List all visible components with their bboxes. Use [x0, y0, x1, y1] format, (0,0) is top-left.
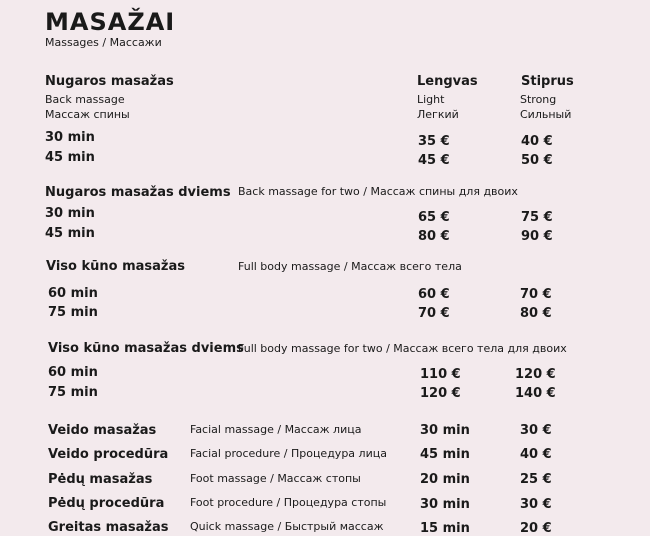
service-duration: 30 min — [420, 497, 470, 512]
duration: 30 min — [45, 130, 95, 145]
service-duration: 15 min — [420, 521, 470, 536]
column-light-en: Light — [417, 93, 445, 106]
service-price: 25 € — [520, 472, 552, 487]
service-desc: Facial procedure / Процедура лица — [190, 447, 387, 460]
price-light: 80 € — [418, 229, 450, 244]
service-name: Greitas masažas — [48, 520, 169, 535]
price-strong: 50 € — [521, 153, 553, 168]
service-name: Pėdų procedūra — [48, 496, 165, 511]
price-strong: 40 € — [521, 134, 553, 149]
duration: 45 min — [45, 226, 95, 241]
price-strong: 120 € — [515, 367, 556, 382]
column-light-ru: Легкий — [417, 108, 459, 121]
duration: 45 min — [45, 150, 95, 165]
page-title: MASAŽAI — [45, 8, 176, 36]
service-desc: Foot massage / Массаж стопы — [190, 472, 361, 485]
service-duration: 20 min — [420, 472, 470, 487]
duration: 60 min — [48, 286, 98, 301]
service-name: Pėdų masažas — [48, 472, 153, 487]
price-strong: 140 € — [515, 386, 556, 401]
price-light: 120 € — [420, 386, 461, 401]
duration: 75 min — [48, 305, 98, 320]
service-price: 30 € — [520, 497, 552, 512]
back-massage-two-title: Nugaros masažas dviems — [45, 185, 231, 200]
full-body-two-desc: Full body massage for two / Массаж всего тела для двоих — [238, 342, 567, 355]
back-massage-two-desc: Back massage for two / Массаж спины для двоих — [238, 185, 518, 198]
service-price: 40 € — [520, 447, 552, 462]
price-strong: 75 € — [521, 210, 553, 225]
price-light: 110 € — [420, 367, 461, 382]
service-price: 30 € — [520, 423, 552, 438]
column-strong-en: Strong — [520, 93, 557, 106]
service-name: Veido masažas — [48, 423, 157, 438]
page-subtitle: Massages / Массажи — [45, 36, 162, 49]
price-strong: 70 € — [520, 287, 552, 302]
back-massage-title-en: Back massage — [45, 93, 125, 106]
duration: 60 min — [48, 365, 98, 380]
service-desc: Quick massage / Быстрый массаж — [190, 520, 384, 533]
full-body-desc: Full body massage / Массаж всего тела — [238, 260, 462, 273]
service-duration: 30 min — [420, 423, 470, 438]
full-body-title: Viso kūno masažas — [46, 259, 186, 274]
service-duration: 45 min — [420, 447, 470, 462]
service-name: Veido procedūra — [48, 447, 169, 462]
column-light-header: Lengvas — [417, 74, 478, 89]
price-light: 70 € — [418, 306, 450, 321]
price-strong: 80 € — [520, 306, 552, 321]
service-desc: Foot procedure / Процедура стопы — [190, 496, 387, 509]
price-strong: 90 € — [521, 229, 553, 244]
full-body-two-title: Viso kūno masažas dviems — [48, 341, 244, 356]
duration: 30 min — [45, 206, 95, 221]
price-light: 35 € — [418, 134, 450, 149]
back-massage-title-ru: Массаж спины — [45, 108, 130, 121]
duration: 75 min — [48, 385, 98, 400]
service-desc: Facial massage / Массаж лица — [190, 423, 362, 436]
price-light: 65 € — [418, 210, 450, 225]
price-light: 45 € — [418, 153, 450, 168]
price-light: 60 € — [418, 287, 450, 302]
column-strong-ru: Сильный — [520, 108, 572, 121]
back-massage-title: Nugaros masažas — [45, 74, 174, 89]
service-price: 20 € — [520, 521, 552, 536]
column-strong-header: Stiprus — [521, 74, 574, 89]
